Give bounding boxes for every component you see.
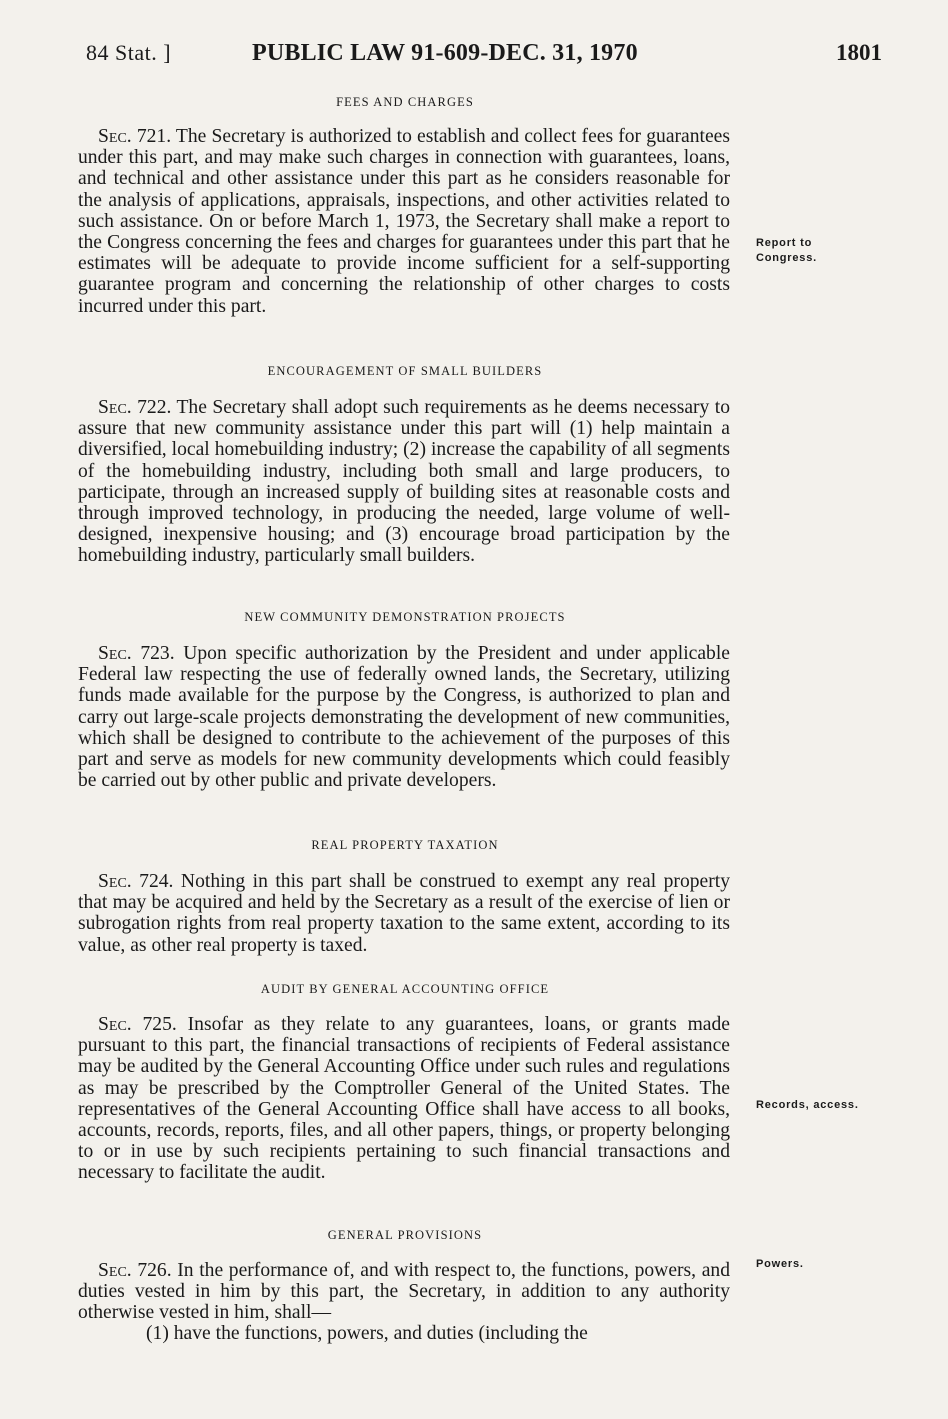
section-heading: NEW COMMUNITY DEMONSTRATION PROJECTS	[244, 610, 566, 624]
page-number: 1801	[836, 40, 882, 65]
section-text: 725. Insofar as they relate to any guarantees, loans, or grants made pursuant to this part, the financial transactions of recipients of Federal assistance may be audited by the General Accounting Office under such rules and regulations as may be prescribed by the Comptroller General of the United States. The representatives of the General Accounting Office shall have access to all books, accounts, records, reports, files, and all other papers, things, or property belonging to or in use by such recipients pertaining to such financial transactions and necessary to facilitate the audit.	[78, 1014, 730, 1184]
section-label: Sec.	[98, 871, 132, 892]
volume-citation: 84 Stat. ]	[86, 40, 172, 65]
section-heading: GENERAL PROVISIONS	[327, 1228, 483, 1242]
section-paragraph	[78, 126, 730, 317]
margin-note-report: Report to Congress.	[756, 237, 817, 264]
margin-note-records: Records, access.	[756, 1099, 859, 1111]
section-text: 724. Nothing in this part shall be construed to exempt any real property that may be acquired and held by the Secretary as a result of the exercise of lien or subrogation rights from real property taxation to the same extent, according to its value, as other real property is taxed.	[78, 871, 730, 956]
section-label: Sec.	[98, 397, 132, 418]
section-text: 723. Upon specific authorization by the President and under applicable Federal law respecting the use of federally owned lands, the Secretary, utilizing funds made available for the purpose by the Congress, is authorized to plan and carry out large-scale projects demonstrating the development of new communities, which shall be designed to contribute to the achievement of the purposes of this part and serve as models for new community developments which could feasibly be carried out by other public and private developers.	[78, 643, 730, 792]
section-label: Sec.	[98, 1014, 132, 1035]
section-label: Sec.	[98, 1260, 132, 1281]
enumerated-item: (1) have the functions, powers, and duties (including the	[146, 1323, 588, 1344]
section-heading: ENCOURAGEMENT OF SMALL BUILDERS	[267, 364, 543, 378]
section-paragraph	[78, 1014, 730, 1184]
section-text: 721. The Secretary is authorized to establish and collect fees for guarantees under this part, and may make such charges in connection with guarantees, loans, and technical and other assistance under this part as he considers reasonable for the analysis of applications, appraisals, inspections, and other activities related to such assistance. On or before March 1, 1973, the Secretary shall make a report to the Congress concerning the fees and charges for guarantees under this part that he estimates will be adequate to provide income sufficient for a self-supporting guarantee program and concerning the relationship of other charges to costs incurred under this part.	[78, 126, 730, 317]
section-text: 722. The Secretary shall adopt such requirements as he deems necessary to assure that new community assistance under this part will (1) help maintain a diversified, local homebuilding industry; (2) increase the capability of all segments of the homebuilding industry, including both small and large producers, to participate, through an increased supply of building sites at reasonable costs and through improved technology, in producing the needed, large volume of well-designed, inexpensive housing; and (3) encourage broad participation by the homebuilding industry, particularly small builders.	[78, 397, 730, 567]
bleed-through-mark	[770, 140, 773, 150]
section-paragraph	[78, 643, 730, 791]
section-heading: FEES AND CHARGES	[336, 95, 474, 109]
law-title: PUBLIC LAW 91-609-DEC. 31, 1970	[252, 40, 638, 66]
section-heading: AUDIT BY GENERAL ACCOUNTING OFFICE	[260, 982, 550, 996]
running-head	[0, 40, 948, 80]
margin-note-powers: Powers.	[756, 1258, 804, 1270]
section-label: Sec.	[98, 126, 132, 147]
section-paragraph	[78, 871, 730, 956]
section-label: Sec.	[98, 643, 132, 664]
section-paragraph	[78, 1260, 730, 1324]
section-paragraph	[78, 397, 730, 567]
section-heading: REAL PROPERTY TAXATION	[311, 838, 499, 852]
section-text: 726. In the performance of, and with respect to, the functions, powers, and duties vested in him by this part, the Secretary, in addition to any authority otherwise vested in him, shall—	[78, 1260, 730, 1324]
